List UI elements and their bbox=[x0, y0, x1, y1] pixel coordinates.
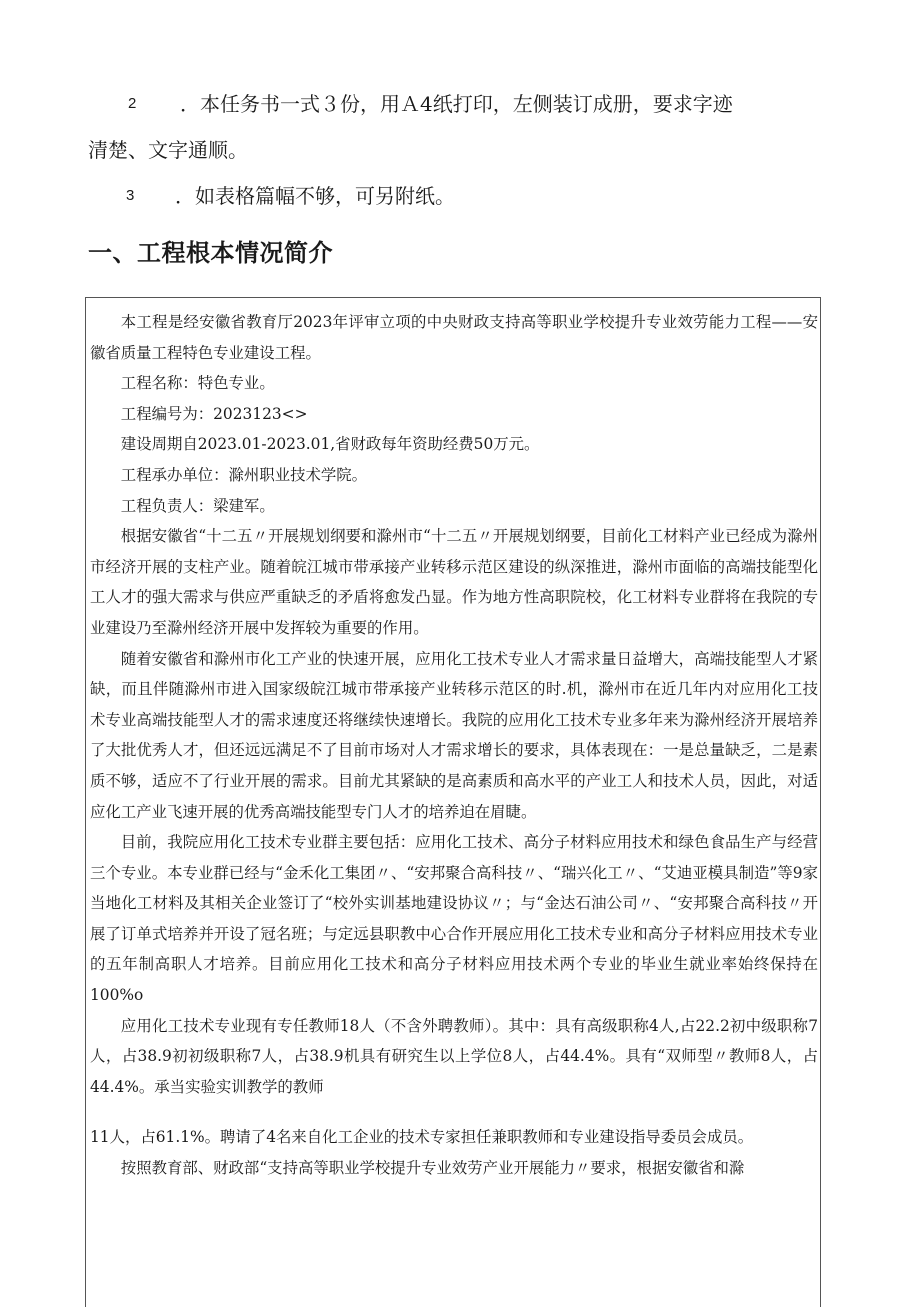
paragraph: 根据安徽省“十二五〃开展规划纲要和滁州市“十二五〃开展规划纲要，目前化工材料产业已经成为滁州市经济开展的支柱产业。随着皖江城市带承接产业转移示范区建设的纵深推进，滁州市面临的高端技能型化工人才的强大需求与供应严重缺乏的矛盾将愈发凸显。作为地方性高职院校，化工材料专业群将在我院的专业建设乃至滁州经济开展中发挥较为重要的作用。 bbox=[90, 527, 818, 637]
paragraph: 11人，占61.1%。聘请了4名来自化工企业的技术专家担任兼职教师和专业建设指导委员会成员。 bbox=[90, 1128, 754, 1147]
note-text: 清楚、文字通顺。 bbox=[88, 138, 248, 162]
content-table-cell bbox=[85, 297, 821, 1307]
note-number: 2 bbox=[128, 95, 137, 112]
paragraph: 随着安徽省和滁州市化工产业的快速开展，应用化工技术专业人才需求量日益增大，高端技能型人才紧缺，而且伴随滁州市进入国家级皖江城市带承接产业转移示范区的时.机，滁州市在近几年内对应用化工技术专业高端技能型人才的需求速度还将继续快速增长。我院的应用化工技术专业多年来为滁州经济开展培养了大批优秀人才，但还远远满足不了目前市场对人才需求增长的要求，具体表现在：一是总量缺乏，二是素质不够，适应不了行业开展的需求。目前尤其紧缺的是高素质和高水平的产业工人和技术人员，因此，对适应化工产业飞速开展的优秀高端技能型专门人才的培养迫在眉睫。 bbox=[90, 649, 818, 821]
paragraph: 建设周期自2023.01-2023.01,省财政每年资助经费50万元。 bbox=[120, 435, 540, 454]
paragraph: 工程负责人：梁建军。 bbox=[120, 496, 275, 515]
paragraph: 工程名称：特色专业。 bbox=[120, 374, 275, 393]
paragraph: 目前，我院应用化工技术专业群主要包括：应用化工技术、高分子材料应用技术和绿色食品生产与经营三个专业。本专业群已经与“金禾化工集团〃、“安邦聚合高科技〃、“瑞兴化工〃、“艾迪亚模具制造”等9家当地化工材料及其相关企业签订了“校外实训基地建设协议〃；与“金达石油公司〃、“安邦聚合高科技〃开展了订单式培养并开设了冠名班；与定远县职教中心合作开展应用化工技术专业和高分子材料应用技术专业的五年制高职人才培养。目前应用化工技术和高分子材料应用技术两个专业的毕业生就业率始终保持在100%o bbox=[90, 833, 818, 1005]
paragraph: 按照教育部、财政部“支持高等职业学校提升专业效劳产业开展能力〃要求，根据安徽省和滁 bbox=[120, 1159, 745, 1178]
section-heading: 一、工程根本情况简介 bbox=[88, 239, 333, 267]
note-text: ．如表格篇幅不够，可另附纸。 bbox=[175, 184, 455, 208]
paragraph: 应用化工技术专业现有专任教师18人（不含外聘教师）。其中：具有高级职称4人,占22.2初中级职称7人，占38.9初初级职称7人，占38.9机具有研究生以上学位8人，占44.4%。具有“双师型〃教师8人，占44.4%。承当实验实训教学的教师 bbox=[90, 1016, 818, 1096]
note-number: 3 bbox=[126, 187, 135, 204]
paragraph: 工程承办单位：滁州职业技术学院。 bbox=[120, 465, 368, 484]
note-text: ．本任务书一式３份，用Ａ4纸打印，左侧装订成册，要求字迹 bbox=[180, 92, 733, 116]
content-text bbox=[90, 307, 818, 1184]
paragraph: 本工程是经安徽省教育厅2023年评审立项的中央财政支持高等职业学校提升专业效劳能力工程——安徽省质量工程特色专业建设工程。 bbox=[90, 313, 818, 362]
paragraph: 工程编号为：2023123<> bbox=[120, 404, 308, 423]
